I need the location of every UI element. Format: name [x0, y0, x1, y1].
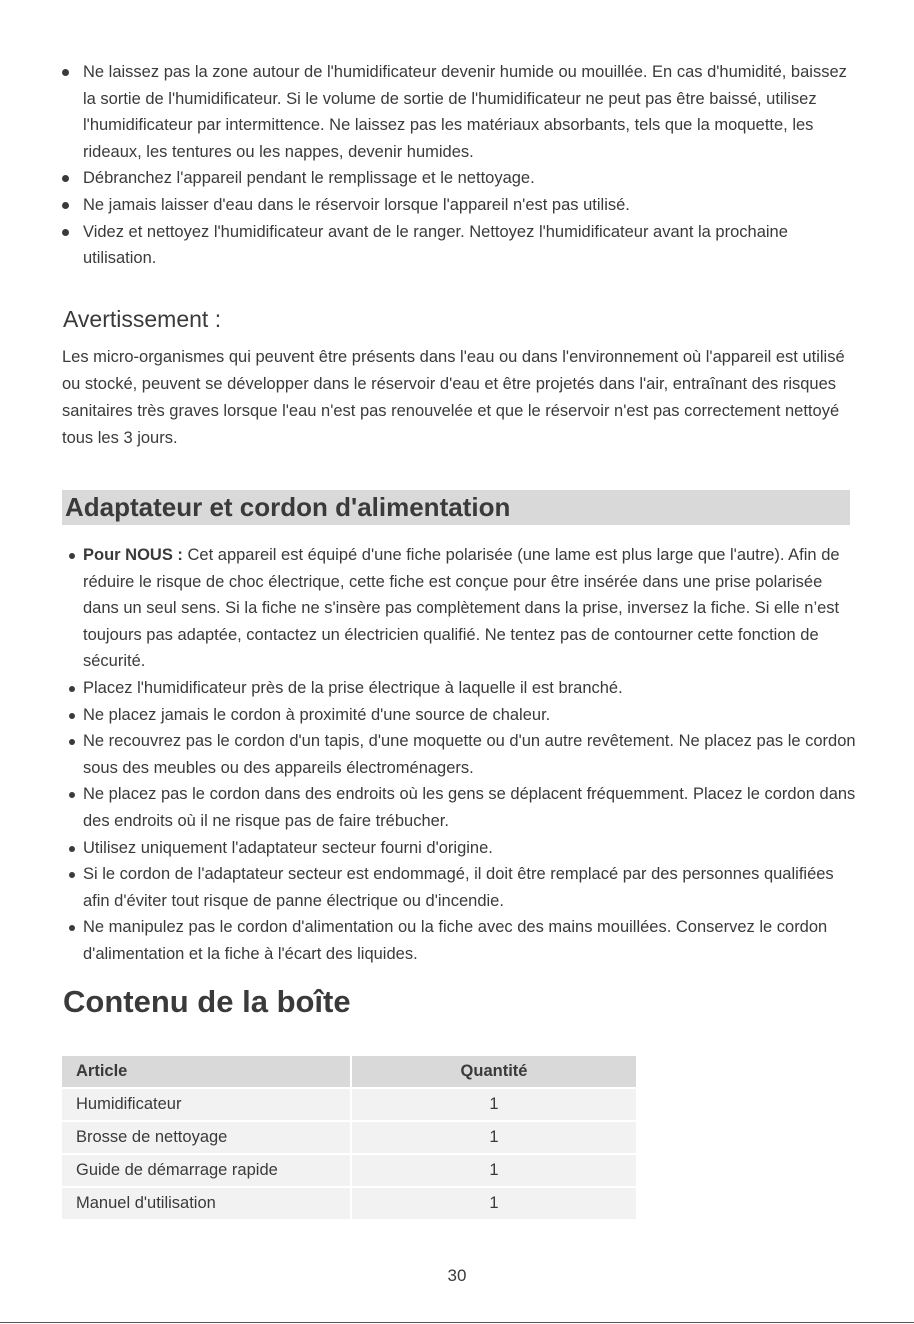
list-item: [62, 675, 862, 702]
bullet-icon: [69, 553, 75, 559]
table-row: [62, 1089, 636, 1120]
adapter-list: [62, 542, 862, 968]
list-item: [62, 219, 862, 272]
list-item-text: Cet appareil est équipé d'une fiche polarisée (une lame est plus large que l'autre). Afin de réduire le risque de choc électrique, cette fiche est conçue pour être insérée dans une prise polarisée dans un seul sens. Si la fiche ne s'insère pas complètement dans la prise, inversez la fiche. Si elle n’est toujours pas adaptée, contactez un électricien qualifié. Ne tentez pas de contourner cette fonction de sécurité.: [83, 546, 840, 671]
list-item-text: Ne laissez pas la zone autour de l'humidificateur devenir humide ou mouillée. En cas d'humidité, baissez la sortie de l'humidificateur. Si le volume de sortie de l'humidificateur ne peut pas être baissé, utilisez l'humidificateur par intermittence. Ne laissez pas les matériaux absorbants, tels que la moquette, les rideaux, les tentures ou les nappes, devenir humides.: [83, 63, 847, 161]
table-row: [62, 1122, 636, 1153]
list-item: [62, 781, 862, 834]
bullet-icon: [62, 69, 69, 76]
list-item-text: Ne placez jamais le cordon à proximité d'une source de chaleur.: [83, 705, 551, 724]
bottom-divider: [0, 1322, 914, 1323]
bullet-icon: [69, 925, 75, 931]
bullet-icon: [69, 846, 75, 852]
list-item: [62, 835, 862, 862]
precautions-list: [62, 59, 862, 272]
list-item-text: Placez l'humidificateur près de la prise électrique à laquelle il est branché.: [83, 678, 623, 697]
list-item: [62, 542, 862, 675]
list-item: [62, 702, 862, 729]
adapter-section-header: [62, 490, 850, 525]
table-row: [62, 1155, 636, 1186]
table-header-row: [62, 1056, 636, 1087]
quantity-cell: 1: [350, 1089, 636, 1120]
warning-heading: Avertissement :: [63, 306, 222, 332]
list-item: [62, 861, 862, 914]
list-item: [62, 914, 862, 967]
list-item: [62, 728, 862, 781]
list-item-text: Ne placez pas le cordon dans des endroits où les gens se déplacent fréquemment. Placez le cordon dans des endroits où il ne risque pas de faire trébucher.: [83, 785, 856, 830]
box-contents-table: [62, 1054, 636, 1221]
page-number: 30: [447, 1266, 467, 1285]
list-item: [62, 165, 862, 192]
bullet-icon: [69, 739, 75, 745]
list-item-text: Ne recouvrez pas le cordon d'un tapis, d'une moquette ou d'un autre revêtement. Ne placez pas le cordon sous des meubles ou des appareils électroménagers.: [83, 732, 856, 777]
column-header-quantity: Quantité: [350, 1056, 636, 1087]
warning-paragraph: Les micro-organismes qui peuvent être présents dans l'eau ou dans l'environnement où l'appareil est utilisé ou stocké, peuvent se développer dans le réservoir d'eau et être projetés dans l'air, entraînant des risques sanitaires très graves lorsque l'eau n'est pas renouvelée et que le réservoir n'est pas correctement nettoyé tous les 3 jours.: [62, 348, 845, 447]
list-item-text: Ne manipulez pas le cordon d'alimentation ou la fiche avec des mains mouillées. Conservez le cordon d'alimentation et la fiche à l'écart des liquides.: [83, 918, 828, 963]
bullet-icon: [69, 872, 75, 878]
bullet-icon: [69, 792, 75, 798]
article-cell: Guide de démarrage rapide: [62, 1155, 350, 1186]
list-item-text: Utilisez uniquement l'adaptateur secteur fourni d'origine.: [83, 838, 493, 857]
list-item-text: Ne jamais laisser d'eau dans le réservoir lorsque l'appareil n'est pas utilisé.: [83, 195, 630, 214]
quantity-cell: 1: [350, 1155, 636, 1186]
list-item-text: Videz et nettoyez l'humidificateur avant de le ranger. Nettoyez l'humidificateur avant la prochaine utilisation.: [83, 222, 788, 268]
list-item-text: Si le cordon de l'adaptateur secteur est endommagé, il doit être remplacé par des personnes qualifiées afin d'éviter tout risque de panne électrique ou d'incendie.: [83, 865, 834, 910]
table-row: [62, 1188, 636, 1219]
bullet-icon: [62, 202, 69, 209]
list-item-bold-lead: Pour NOUS :: [83, 546, 183, 564]
quantity-cell: 1: [350, 1122, 636, 1153]
bullet-icon: [62, 175, 69, 182]
bullet-icon: [62, 229, 69, 236]
article-cell: Manuel d'utilisation: [62, 1188, 350, 1219]
quantity-cell: 1: [350, 1188, 636, 1219]
article-cell: Humidificateur: [62, 1089, 350, 1120]
list-item: [62, 59, 862, 165]
bullet-icon: [69, 713, 75, 719]
adapter-section-title: Adaptateur et cordon d'alimentation: [65, 492, 511, 522]
list-item-text: Débranchez l'appareil pendant le remplissage et le nettoyage.: [83, 169, 535, 188]
list-item: [62, 192, 862, 219]
article-cell: Brosse de nettoyage: [62, 1122, 350, 1153]
bullet-icon: [69, 686, 75, 692]
column-header-article: Article: [62, 1056, 350, 1087]
box-contents-title: Contenu de la boîte: [63, 984, 351, 1019]
